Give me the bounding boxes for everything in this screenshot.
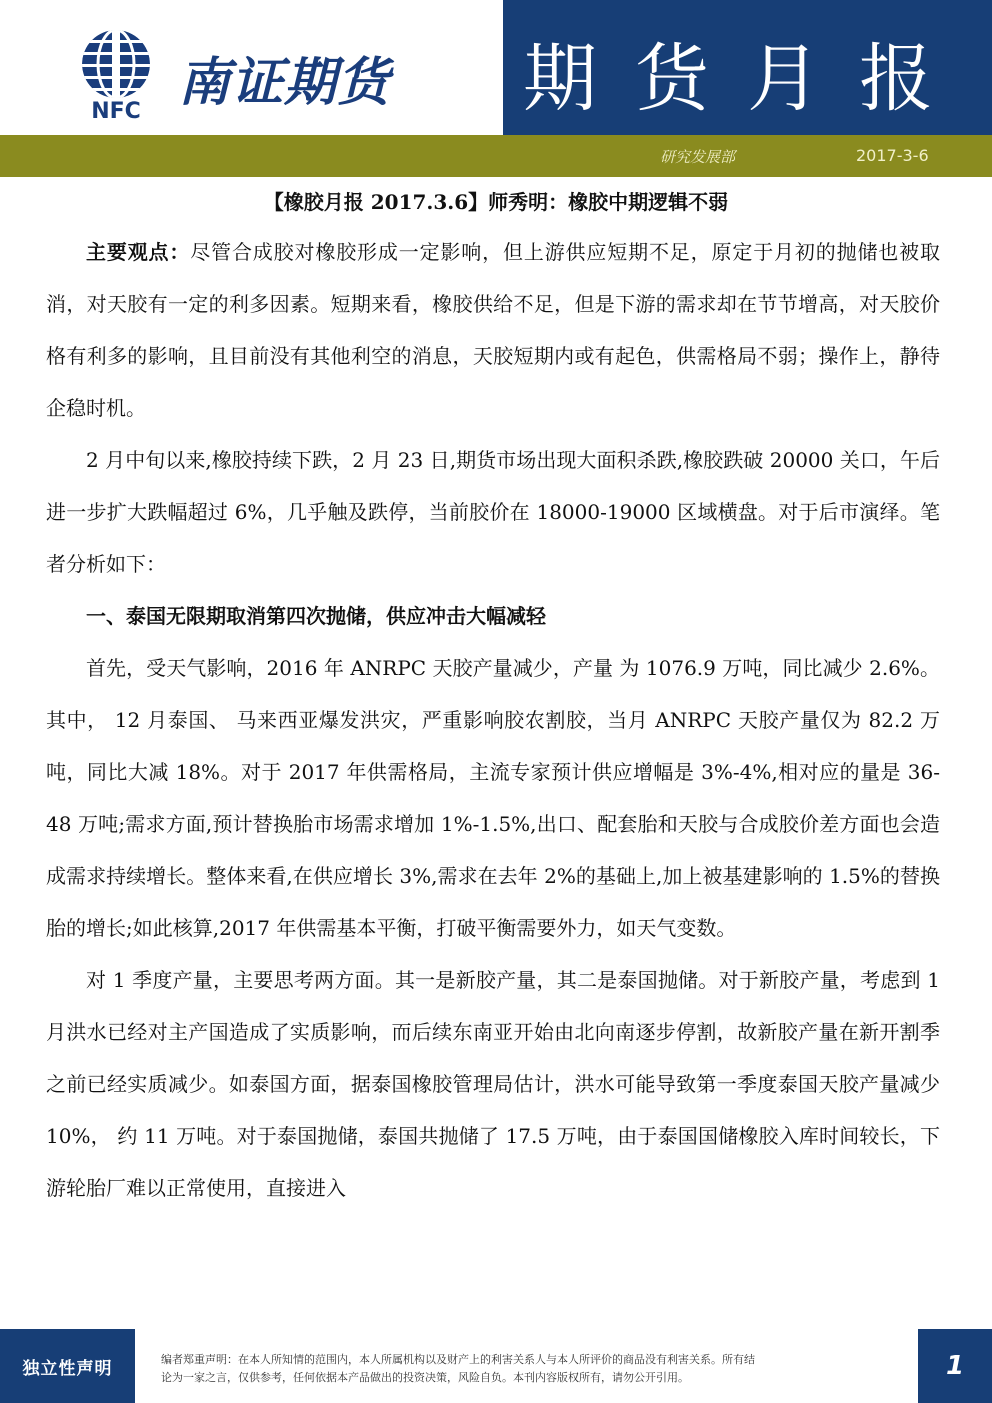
article-headline: 【橡胶月报 2017.3.6】师秀明：橡胶中期逻辑不弱 (263, 190, 729, 214)
report-title: 期货月报 (523, 36, 971, 122)
page-header (0, 0, 992, 135)
department-label: 研究发展部 (660, 148, 736, 166)
main-view-paragraph (46, 226, 940, 434)
disclaimer-line-1: 编者郑重声明：在本人所知情的范围内，本人所属机构以及财产上的利害关系人与本人所评价的商品没有利害关系。所有结 (161, 1353, 755, 1366)
disclaimer-box (135, 1329, 918, 1403)
disclaimer-text (161, 1351, 861, 1387)
logo-abbr: NFC (91, 99, 141, 120)
page-footer (0, 1329, 992, 1403)
logo-area (0, 0, 503, 135)
supply-paragraph: 首先，受天气影响，2016 年 ANRPC 天胶产量减少，产量 为 1076.9 万吨，同比减少 2.6%。 其中， 12 月泰国、 马来西亚爆发洪灾，严重影响胶农割胶，当月 ANRPC 天胶产量仅为 82.2 万吨，同比大减 18%。对于 2017 年供需格局，主流专家预计供应增幅是 3%-4%,相对应的量是 36-48 万吨;需求方面,预计替换胎市场需求增加 1%-1.5%,出口、配套胎和天胶与合成胶价差方面也会造成需求持续增长。整体来看,在供应增长 3%,需求在去年 2%的基础上,加上被基建影响的 1.5%的替换胎的增长;如此核算,2017 年供需基本平衡，打破平衡需要外力，如天气变数。 (46, 656, 940, 940)
main-view-label: 主要观点： (86, 240, 191, 264)
company-name: 南证期货 (178, 53, 391, 113)
main-view-text: 尽管合成胶对橡胶形成一定影响，但上游供应短期不足，原定于月初的抛储也被取消，对天胶有一定的利多因素。短期来看，橡胶供给不足，但是下游的需求却在节节增高，对天胶价格有利多的影响，且目前没有其他利空的消息，天胶短期内或有起色，供需格局不弱；操作上，静待企稳时机。 (46, 240, 940, 420)
title-panel (503, 0, 992, 135)
section-heading: 一、泰国无限期取消第四次抛储，供应冲击大幅减轻 (86, 604, 546, 628)
disclaimer-line-2: 论为一家之言，仅供参考，任何依据本产品做出的投资决策，风险自负。本刊内容版权所有，请勿公开引用。 (161, 1371, 689, 1384)
article-body (46, 226, 940, 1214)
market-review-paragraph: 2 月中旬以来,橡胶持续下跌，2 月 23 日,期货市场出现大面积杀跌,橡胶跌破 20000 关口，午后进一步扩大跌幅超过 6%，几乎触及跌停，当前胶价在 18000-19000 区域横盘。对于后市演绎。笔者分析如下： (46, 448, 940, 576)
nfc-globe-logo-icon (66, 28, 166, 120)
report-date: 2017-3-6 (856, 146, 929, 165)
subheader-bar (0, 135, 992, 177)
page-number: 1 (945, 1351, 965, 1381)
q1-output-paragraph: 对 1 季度产量，主要思考两方面。其一是新胶产量，其二是泰国抛储。对于新胶产量，考虑到 1 月洪水已经对主产国造成了实质影响，而后续东南亚开始由北向南逐步停割，故新胶产量在新开割季之前已经实质减少。如泰国方面，据泰国橡胶管理局估计，洪水可能导致第一季度泰国天胶产量减少 10%， 约 11 万吨。对于泰国抛储，泰国共抛储了 17.5 万吨，由于泰国国储橡胶入库时间较长，下游轮胎厂难以正常使用，直接进入 (46, 968, 940, 1200)
independence-statement-label: 独立性声明 (22, 1358, 113, 1379)
